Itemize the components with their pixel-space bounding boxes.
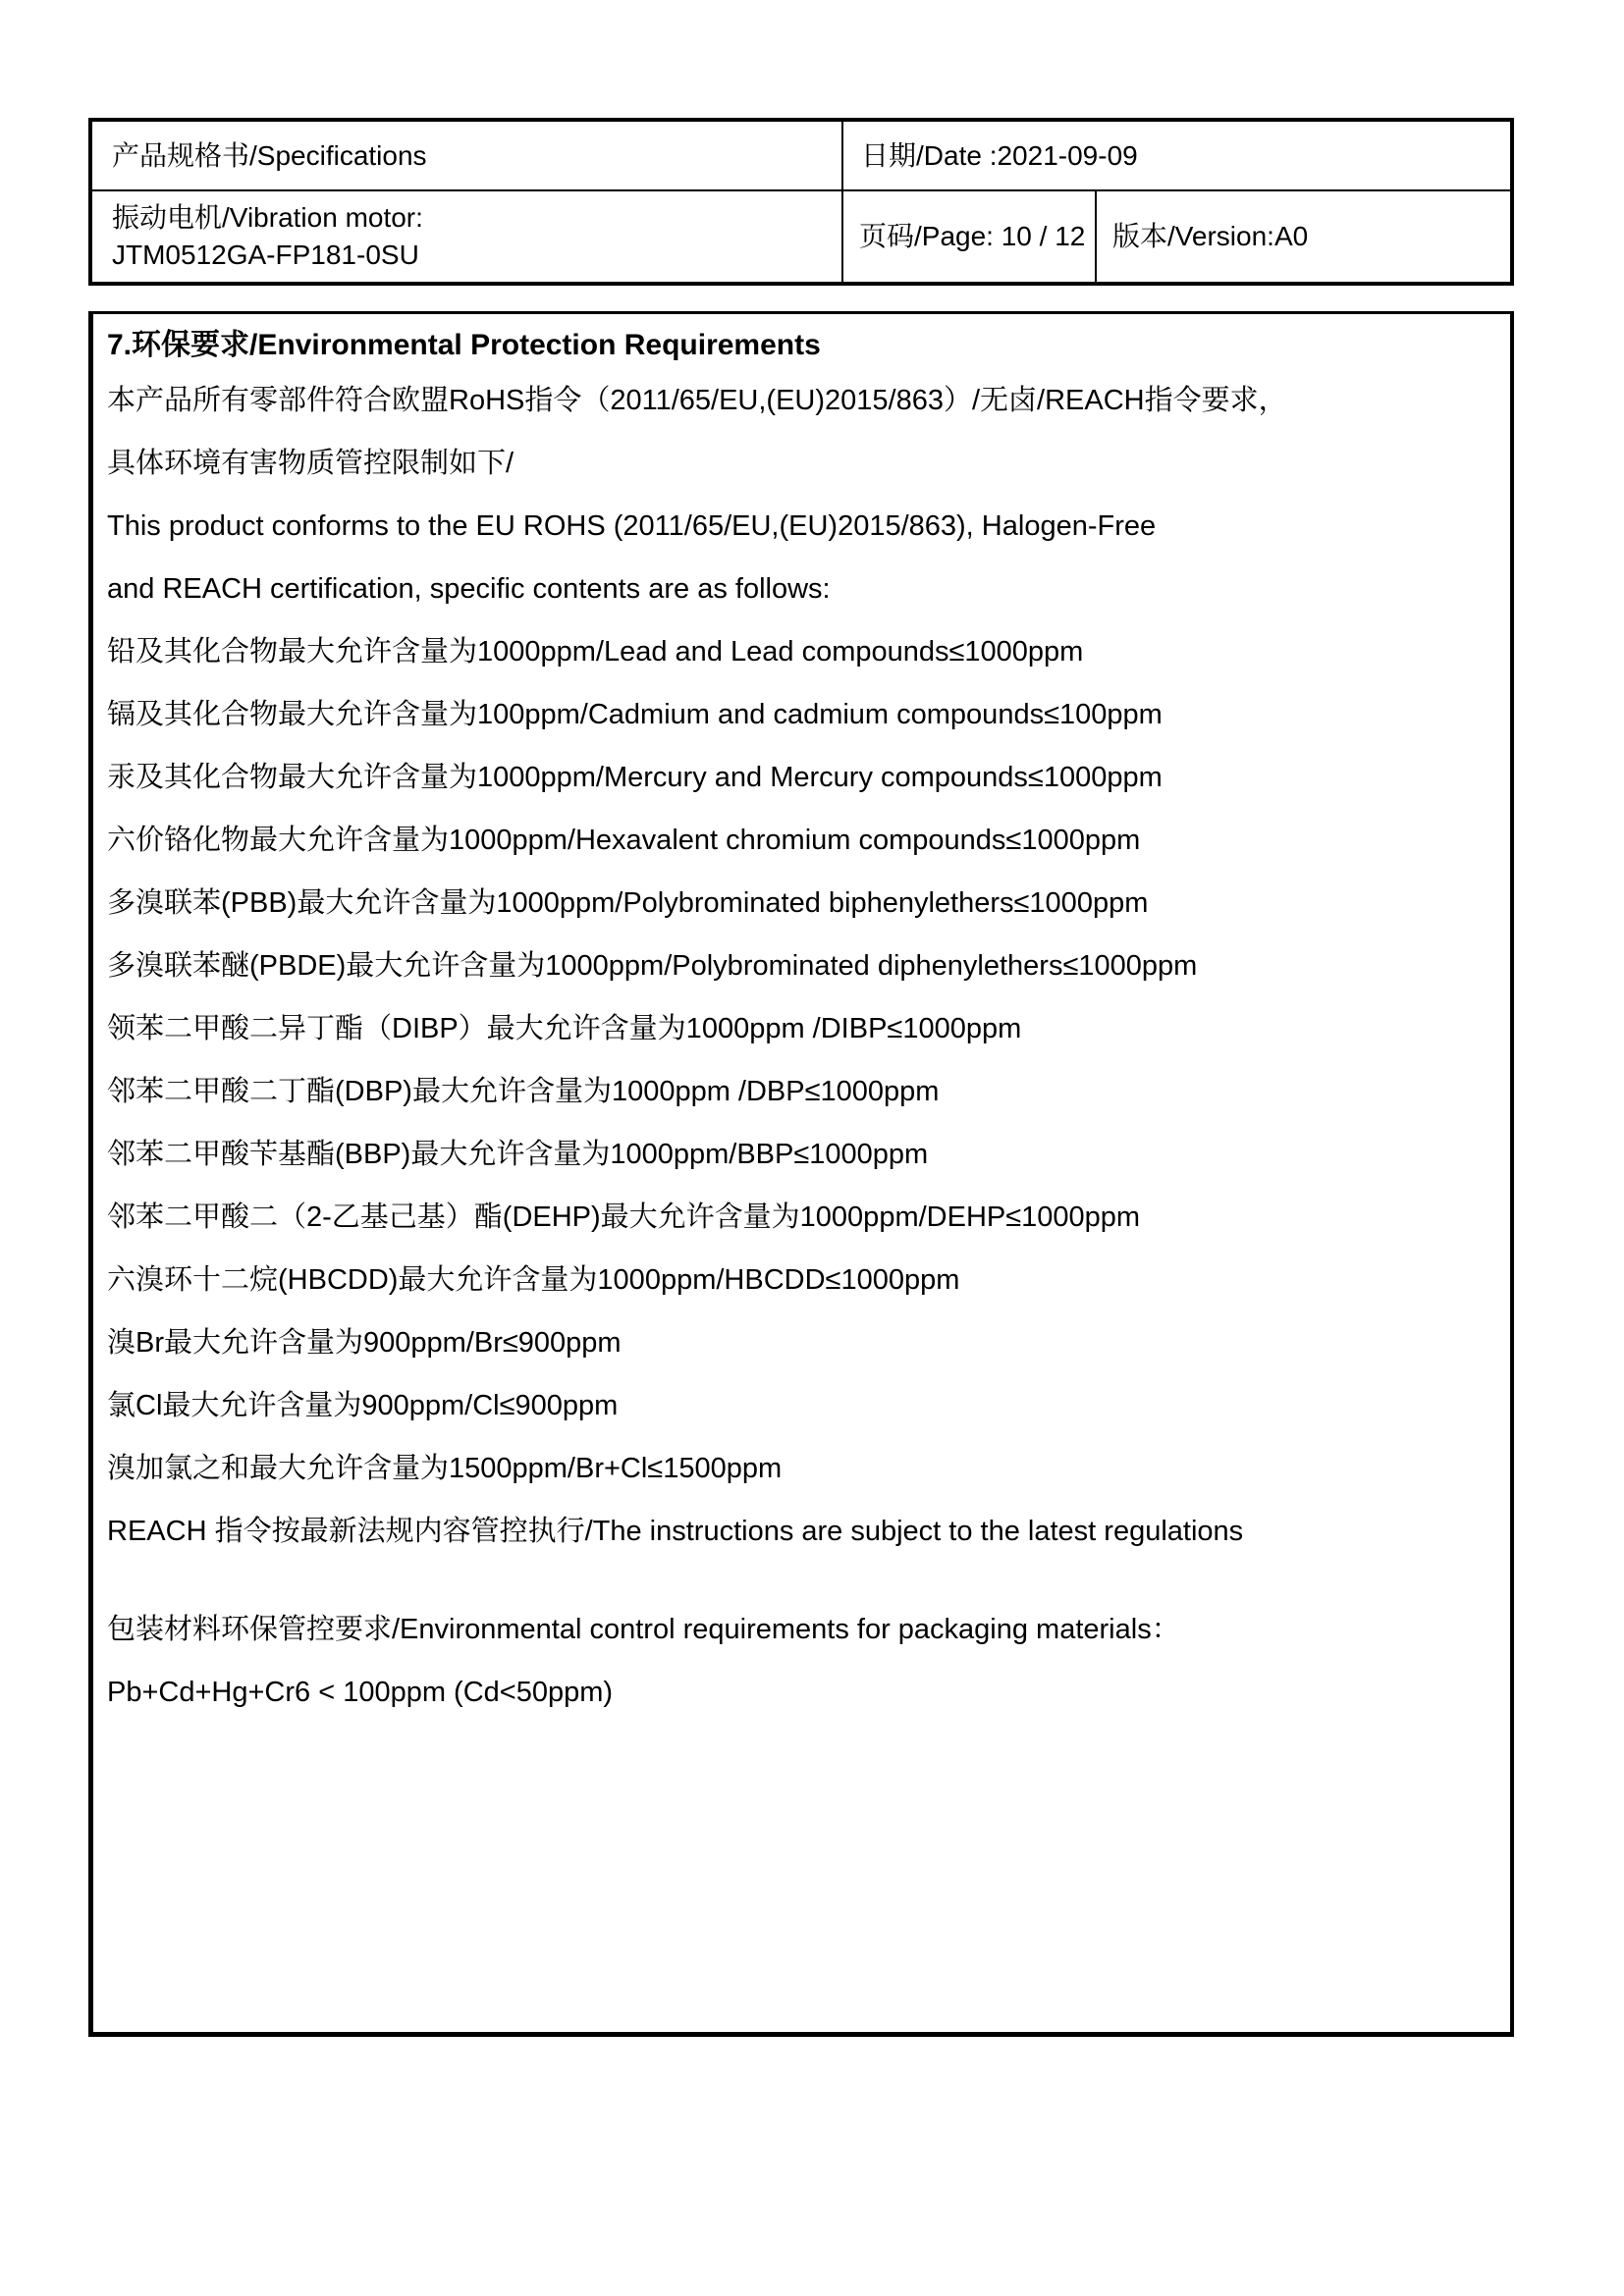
limit-chlorine: 氯Cl最大允许含量为900ppm/Cl≤900ppm <box>107 1390 619 1421</box>
limit-dibp: 领苯二甲酸二异丁酯（DIBP）最大允许含量为1000ppm /DIBP≤1000ppm <box>107 1013 1022 1044</box>
date-cell <box>841 122 1510 189</box>
page-number-cell <box>841 189 1095 282</box>
version-cell <box>1095 189 1510 282</box>
limit-mercury: 汞及其化合物最大允许含量为1000ppm/Mercury and Mercury compounds≤1000ppm <box>107 762 1163 793</box>
reach-regulation-note: REACH 指令按最新法规内容管控执行/The instructions are subject to the latest regulations <box>107 1516 1244 1547</box>
version-label: 版本/Version:A0 <box>1112 221 1309 252</box>
rohs-statement-en-line2: and REACH certification, specific contents are as follows: <box>107 573 831 605</box>
limit-br-plus-cl: 溴加氯之和最大允许含量为1500ppm/Br+Cl≤1500ppm <box>107 1453 783 1484</box>
limit-hbcdd: 六溴环十二烷(HBCDD)最大允许含量为1000ppm/HBCDD≤1000ppm <box>107 1264 960 1296</box>
product-model-label: JTM0512GA-FP181-0SU <box>112 240 419 270</box>
limit-cadmium: 镉及其化合物最大允许含量为100ppm/Cadmium and cadmium compounds≤100ppm <box>107 699 1163 730</box>
environmental-requirements-box <box>88 311 1514 2037</box>
spec-title-label: 产品规格书/Specifications <box>112 139 427 171</box>
product-cell <box>92 189 841 282</box>
rohs-statement-zh-line1: 本产品所有零部件符合欧盟RoHS指令（2011/65/EU,(EU)2015/863）/无卤/REACH指令要求， <box>107 385 1287 416</box>
limit-dbp: 邻苯二甲酸二丁酯(DBP)最大允许含量为1000ppm /DBP≤1000ppm <box>107 1076 940 1107</box>
packaging-requirements-heading: 包装材料环保管控要求/Environmental control requirements for packaging materials： <box>107 1614 1180 1645</box>
spec-title-cell <box>92 122 841 189</box>
rohs-statement-en-line1: This product conforms to the EU ROHS (2011/65/EU,(EU)2015/863), Halogen-Free <box>107 510 1157 542</box>
document-header-table <box>88 118 1514 286</box>
section-title: 7.环保要求/Environmental Protection Requirements <box>107 329 821 361</box>
date-label: 日期/Date :2021-09-09 <box>861 139 1138 171</box>
limit-dehp: 邻苯二甲酸二（2-乙基己基）酯(DEHP)最大允许含量为1000ppm/DEHP≤1000ppm <box>107 1201 1141 1233</box>
limit-pbb: 多溴联苯(PBB)最大允许含量为1000ppm/Polybrominated biphenylethers≤1000ppm <box>107 887 1149 919</box>
rohs-statement-zh-line2: 具体环境有害物质管控限制如下/ <box>107 448 514 479</box>
limit-lead: 铅及其化合物最大允许含量为1000ppm/Lead and Lead compounds≤1000ppm <box>107 636 1084 667</box>
limit-hexavalent-chromium: 六价铬化物最大允许含量为1000ppm/Hexavalent chromium compounds≤1000ppm <box>107 825 1141 856</box>
limit-bbp: 邻苯二甲酸苄基酯(BBP)最大允许含量为1000ppm/BBP≤1000ppm <box>107 1139 929 1170</box>
limit-pbde: 多溴联苯醚(PBDE)最大允许含量为1000ppm/Polybrominated diphenylethers≤1000ppm <box>107 950 1198 982</box>
product-type-label: 振动电机/Vibration motor: <box>112 202 423 234</box>
page-number-label: 页码/Page: 10 / 12 <box>859 221 1086 252</box>
packaging-limit-formula: Pb+Cd+Hg+Cr6 < 100ppm (Cd<50ppm) <box>107 1677 614 1708</box>
limit-bromine: 溴Br最大允许含量为900ppm/Br≤900ppm <box>107 1327 622 1359</box>
